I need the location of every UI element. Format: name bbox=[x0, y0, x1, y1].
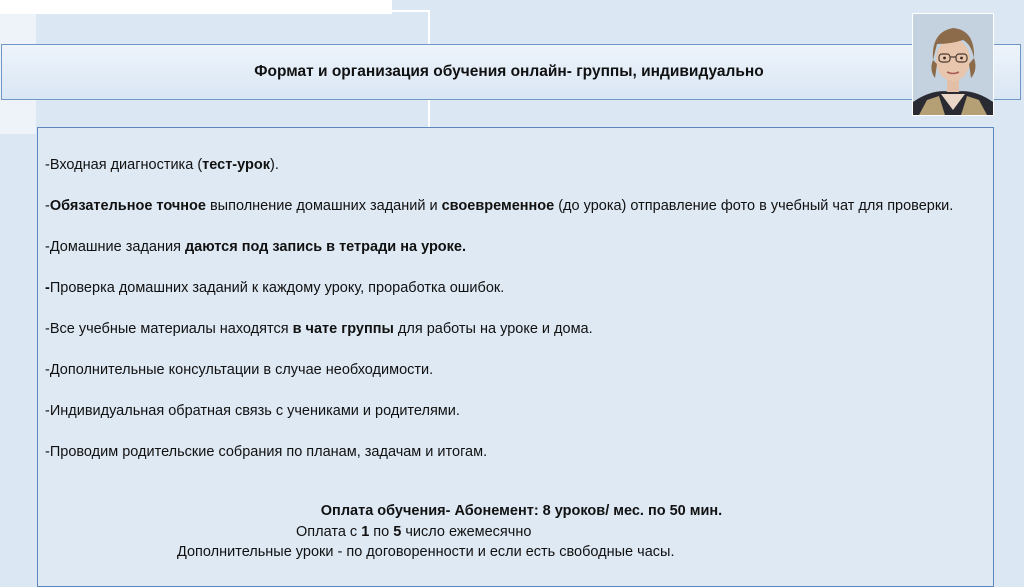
list-item bbox=[45, 155, 975, 176]
list-item-text: -Дополнительные консультации в случае необходимости. bbox=[45, 362, 434, 378]
list-item bbox=[45, 278, 975, 299]
payment-day-from: 1 bbox=[361, 523, 370, 540]
payment-schedule-prefix: Оплата с bbox=[296, 523, 362, 540]
list-item bbox=[45, 442, 975, 463]
teacher-portrait-icon bbox=[912, 13, 994, 116]
payment-headline: Оплата обучения- Абонемент: 8 уроков/ мес. по 50 мин. bbox=[320, 503, 723, 519]
payment-schedule bbox=[296, 522, 1024, 543]
list-item-text: -Индивидуальная обратная связь с учениками и родителями. bbox=[45, 403, 460, 419]
list-item-bold-text: - bbox=[45, 280, 50, 296]
list-item-bold-text: даются под запись в тетради на уроке. bbox=[184, 239, 467, 255]
list-item-bold-text: своевременное bbox=[441, 198, 555, 214]
payment-block bbox=[37, 501, 994, 563]
extra-lessons-note: Дополнительные уроки - по договоренности и если есть свободные часы. bbox=[177, 544, 675, 560]
list-item-text: -Входная диагностика ( bbox=[45, 157, 203, 173]
title-banner bbox=[1, 44, 1021, 100]
list-item-bold-text: Обязательное точное bbox=[49, 198, 206, 214]
list-item-text: -Проводим родительские собрания по планам, задачам и итогам. bbox=[45, 444, 488, 460]
list-item-text: ). bbox=[269, 157, 279, 173]
list-item bbox=[45, 196, 975, 217]
info-list bbox=[45, 155, 975, 463]
list-item-text: Проверка домашних заданий к каждому уроку, проработка ошибок. bbox=[49, 280, 505, 296]
list-item-text: - bbox=[45, 198, 50, 214]
list-item bbox=[45, 401, 975, 422]
list-item-text: для работы на уроке и дома. bbox=[393, 321, 593, 337]
list-item bbox=[45, 360, 975, 381]
list-item-text: -Все учебные материалы находятся bbox=[45, 321, 293, 337]
background-line-horizontal bbox=[392, 10, 430, 12]
list-item bbox=[45, 319, 975, 340]
payment-schedule-suffix: число ежемесячно bbox=[401, 523, 532, 540]
list-item-bold-text: в чате группы bbox=[292, 321, 394, 337]
background-white-band bbox=[0, 0, 392, 14]
list-item bbox=[45, 237, 975, 258]
list-item-text: выполнение домашних заданий и bbox=[205, 198, 442, 214]
list-item-text: (до урока) отправление фото в учебный чат для проверки. bbox=[554, 198, 954, 214]
slide-title: Формат и организация обучения онлайн- группы, индивидуально bbox=[254, 63, 764, 80]
list-item-bold-text: тест-урок bbox=[202, 157, 270, 173]
payment-day-to: 5 bbox=[393, 523, 402, 540]
payment-schedule-mid: по bbox=[369, 523, 394, 540]
portrait-illustration bbox=[913, 14, 993, 115]
list-item-text: -Домашние задания bbox=[45, 239, 185, 255]
